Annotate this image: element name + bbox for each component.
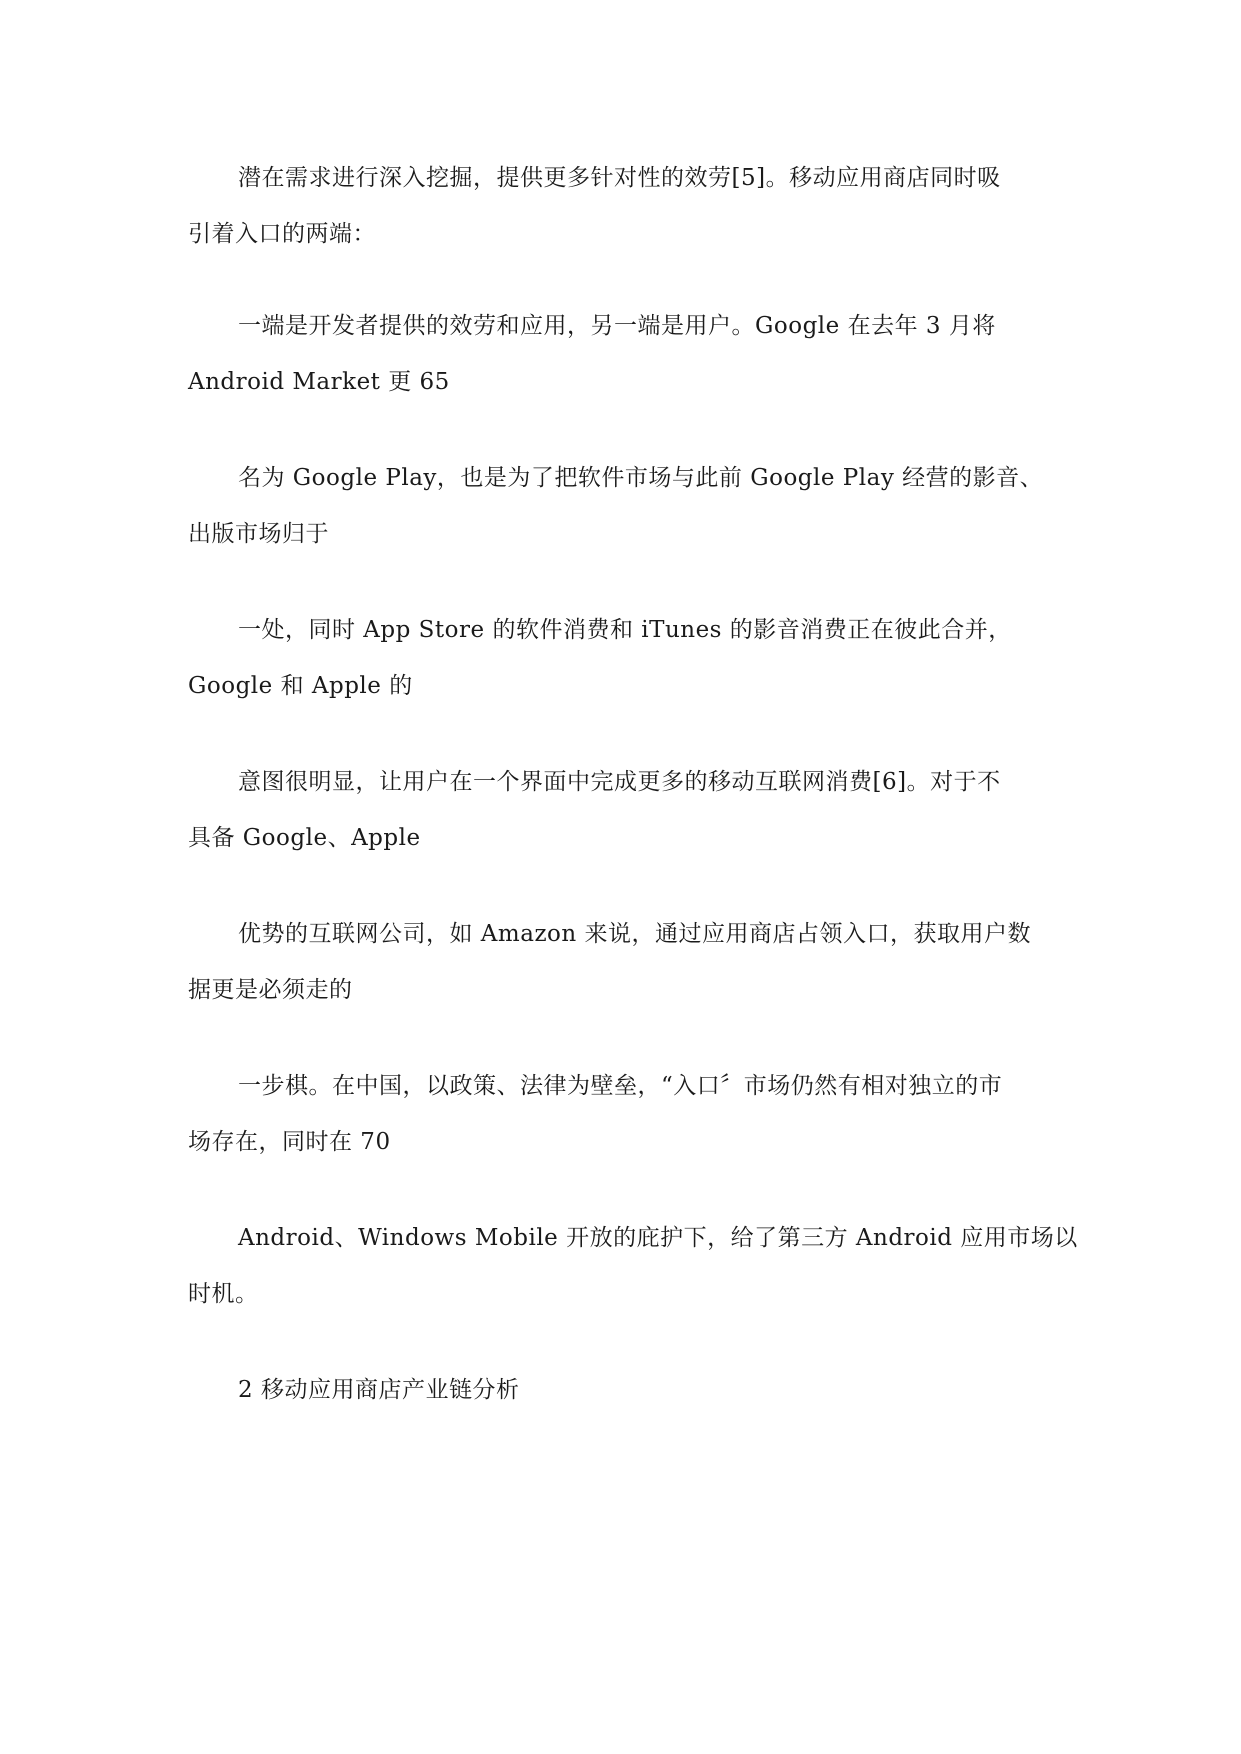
paragraph-4 <box>188 602 1068 714</box>
paragraph-3-line-1: 名为 Google Play，也是为了把软件市场与此前 Google Play 经营的影音、 <box>238 465 1044 491</box>
paragraph-3-line-2: 出版市场归于 <box>188 521 329 547</box>
paragraph-6-line-2: 据更是必须走的 <box>188 977 353 1003</box>
paragraph-7-line-2: 场存在，同时在 70 <box>188 1129 391 1155</box>
paragraph-7 <box>188 1058 1068 1170</box>
paragraph-8-line-1: Android、Windows Mobile 开放的庇护下，给了第三方 Android 应用市场以 <box>238 1225 1078 1251</box>
paragraph-5-line-2: 具备 Google、Apple <box>188 825 421 851</box>
paragraph-4-line-2: Google 和 Apple 的 <box>188 673 413 699</box>
paragraph-2-line-2: Android Market 更 65 <box>188 369 450 395</box>
paragraph-8-line-2: 时机。 <box>188 1281 259 1307</box>
paragraph-6-line-1: 优势的互联网公司，如 Amazon 来说，通过应用商店占领入口，获取用户数 <box>238 921 1032 947</box>
paragraph-2 <box>188 298 1068 410</box>
section-heading: 2 移动应用商店产业链分析 <box>238 1377 520 1403</box>
paragraph-6 <box>188 906 1068 1018</box>
paragraph-5 <box>188 754 1068 866</box>
paragraph-3 <box>188 450 1068 562</box>
paragraph-5-line-1: 意图很明显，让用户在一个界面中完成更多的移动互联网消费[6]。对于不 <box>238 769 1001 795</box>
paragraph-1 <box>188 150 1068 262</box>
paragraph-1-line-1: 潜在需求进行深入挖掘，提供更多针对性的效劳[5]。移动应用商店同时吸 <box>238 165 1001 191</box>
paragraph-1-line-2: 引着入口的两端： <box>188 221 376 247</box>
paragraph-8 <box>188 1210 1078 1322</box>
paragraph-7-line-1: 一步棋。在中国，以政策、法律为壁垒，“入口〞市场仍然有相对独立的市 <box>238 1073 1003 1099</box>
paragraph-2-line-1: 一端是开发者提供的效劳和应用，另一端是用户。Google 在去年 3 月将 <box>238 313 996 339</box>
paragraph-4-line-1: 一处，同时 App Store 的软件消费和 iTunes 的影音消费正在彼此合并， <box>238 617 1012 643</box>
